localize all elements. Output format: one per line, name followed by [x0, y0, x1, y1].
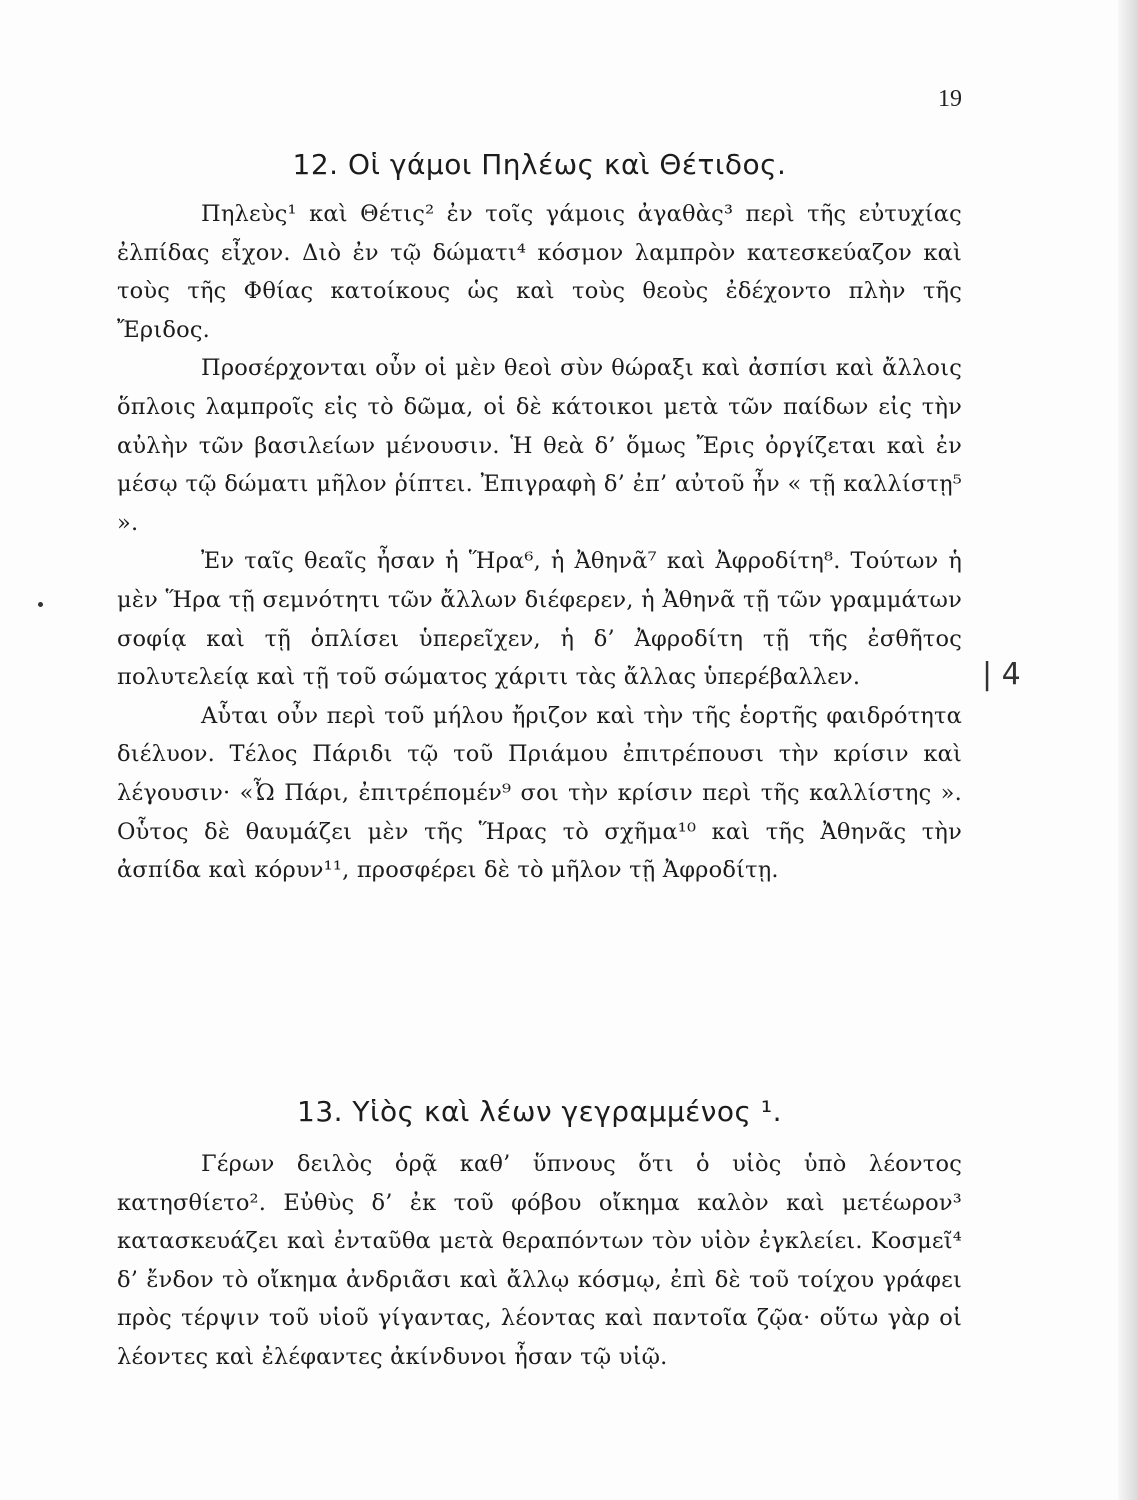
section-12-paragraph-2: Προσέρχονται οὖν οἱ μὲν θεοὶ σὺν θώραξι καὶ ἀσπίσι καὶ ἄλλοις ὅπλοις λαμπροῖς εἰς τὸ δῶμα, οἱ δὲ κάτοικοι μετὰ τῶν παίδων εἰς τὴν αὐλὴν τῶν βασιλείων μένουσιν. Ἡ θεὰ δ’ ὅμως Ἔρις ὀργίζεται καὶ ἐν μέσῳ τῷ δώματι μῆλον ῥίπτει. Ἐπιγραφὴ δ’ ἐπ’ αὐτοῦ ἦν « τῇ καλλίστῃ⁵ ».: [117, 355, 962, 536]
section-13-paragraph-1: Γέρων δειλὸς ὁρᾷ καθ’ ὕπνους ὅτι ὁ υἱὸς ὑπὸ λέοντος κατησθίετο². Εὐθὺς δ’ ἐκ τοῦ φόβου οἴκημα καλὸν καὶ μετέωρον³ κατασκευάζει καὶ ἐνταῦθα μετὰ θεραπόντων τὸν υἱὸν ἐγκλείει. Κοσμεῖ⁴ δ’ ἔνδον τὸ οἴκημα ἀνδριᾶσι καὶ ἄλλῳ κόσμῳ, ἐπὶ δὲ τοῦ τοίχου γράφει πρὸς τέρψιν τοῦ υἱοῦ γίγαντας, λέοντας καὶ παντοῖα ζῷα· οὕτω γὰρ οἱ λέοντες καὶ ἐλέφαντες ἀκίνδυνοι ἦσαν τῷ υἱῷ.: [117, 1151, 962, 1370]
section-12-paragraph-4: Αὗται οὖν περὶ τοῦ μήλου ἤριζον καὶ τὴν τῆς ἑορτῆς φαιδρότητα διέλυον. Τέλος Πάριδι τῷ τοῦ Πριάμου ἐπιτρέπουσι τὴν κρίσιν καὶ λέγουσιν· «Ὦ Πάρι, ἐπιτρέπομέν⁹ σοι τὴν κρίσιν περὶ τῆς καλλίστης ». Οὗτος δὲ θαυμάζει μὲν τῆς Ἥρας τὸ σχῆμα¹⁰ καὶ τῆς Ἀθηνᾶς τὴν ἀσπίδα καὶ κόρυν¹¹, προσφέρει δὲ τὸ μῆλον τῇ Ἀφροδίτῃ.: [117, 702, 962, 884]
section-12-paragraph-3: Ἐν ταῖς θεαῖς ἦσαν ἡ Ἥρα⁶, ἡ Ἀθηνᾶ⁷ καὶ Ἀφροδίτη⁸. Τούτων ἡ μὲν Ἥρα τῇ σεμνότητι τῶν ἄλλων διέφερεν, ἡ Ἀθηνᾶ τῇ τῶν γραμμάτων σοφίᾳ καὶ τῇ ὁπλίσει ὑπερεῖχεν, ἡ δ’ Ἀφροδίτη τῇ τῆς ἐσθῆτος πολυτελείᾳ καὶ τῇ τοῦ σώματος χάριτι τὰς ἄλλας ὑπερέβαλλεν.: [117, 548, 962, 691]
handwritten-margin-note: | 4: [982, 657, 1021, 692]
section-12-paragraph-1: Πηλεὺς¹ καὶ Θέτις² ἐν τοῖς γάμοις ἀγαθὰς³ περὶ τῆς εὐτυχίας ἐλπίδας εἶχον. Διὸ ἐν τῷ δώματι⁴ κόσμον λαμπρὸν κατεσκεύαζον καὶ τοὺς τῆς Φθίας κατοίκους ὡς καὶ τοὺς θεοὺς ἐδέχοντο πλὴν τῆς Ἔριδος.: [117, 201, 962, 343]
margin-dot: [38, 602, 43, 607]
section-13-body: [117, 1145, 962, 1377]
page-edge-shadow: [1118, 0, 1138, 1500]
section-13-title: 13. Υἱὸς καὶ λέων γεγραμμένος ¹.: [297, 1095, 782, 1128]
section-12-title: 12. Οἱ γάμοι Πηλέως καὶ Θέτιδος.: [292, 148, 787, 181]
page-number: 19: [938, 86, 962, 112]
section-12-body: [117, 195, 962, 890]
